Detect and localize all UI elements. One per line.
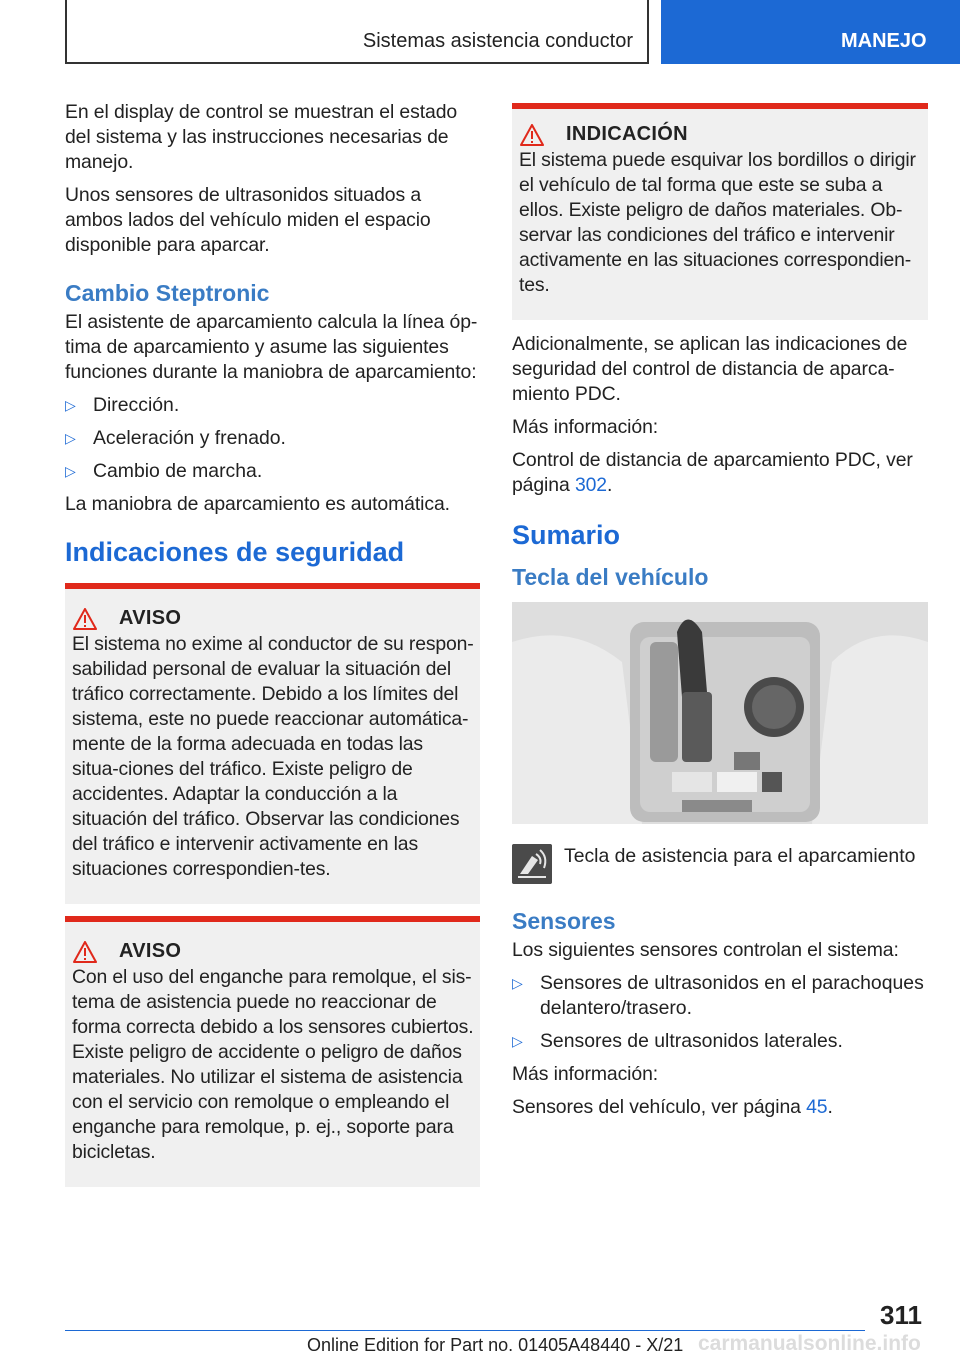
function-list <box>65 393 480 484</box>
caption-text: Tecla de asistencia para el aparcamiento <box>564 845 916 867</box>
paragraph-automatic: La maniobra de aparcamiento es automática. <box>65 493 450 515</box>
paragraph-display: En el display de control se muestran el estado del sistema y las instrucciones necesarias de manejo. <box>65 101 458 173</box>
paragraph-sensors: Unos sensores de ultrasonidos situados a ambos lados del vehículo miden el espacio disponible para aparcar. <box>65 184 431 256</box>
list-item: ▷ Sensores de ultrasonidos laterales. <box>512 1030 843 1052</box>
left-column <box>65 100 480 1199</box>
footer-watermark: carmanualsonline.info <box>698 1332 921 1355</box>
page-number: 311 <box>880 1300 922 1330</box>
header-chapter-label: MANEJO <box>841 30 927 52</box>
triangle-bullet-icon: ▷ <box>65 397 76 413</box>
list-item: ▷ Sensores de ultrasonidos en el parachoques delantero/trasero. <box>512 972 924 1019</box>
triangle-bullet-icon: ▷ <box>65 430 76 446</box>
warning-triangle-icon <box>520 124 544 146</box>
page-link-45[interactable]: 45 <box>806 1096 828 1118</box>
triangle-bullet-icon: ▷ <box>65 463 76 479</box>
paragraph-pdc: Adicionalmente, se aplican las indicaciones de seguridad del control de distancia de aparca-miento PDC. <box>512 333 908 405</box>
note-title: INDICACIÓN <box>566 123 688 145</box>
heading-safety: Indicaciones de seguridad <box>65 537 405 567</box>
warning-triangle-icon <box>73 608 97 630</box>
heading-sumario: Sumario <box>512 520 621 550</box>
note-box <box>512 103 928 320</box>
warning-text: Con el uso del enganche para remolque, el sis-tema de asistencia puede no reaccionar de forma correcta debido a los sensores cubiertos. Existe peligro de accidente o peligro de daños materiales. No utilizar el sistema de asistencia con el servicio con remolque o empleando el enganche para remolque, p. ej., soporte para bicicletas. <box>72 966 474 1163</box>
center-console-illustration <box>512 602 928 824</box>
parking-assistant-button-icon <box>512 844 552 884</box>
warning-triangle-icon <box>73 941 97 963</box>
warning-title: AVISO <box>119 940 182 962</box>
header-section-title: Sistemas asistencia conductor <box>362 30 633 52</box>
note-text: El sistema puede esquivar los bordillos o dirigir el vehículo de tal forma que este se suba a ellos. Existe peligro de daños materiales. Ob-servar las condiciones del tráfico e intervenir activamente en las situaciones correspondien-tes. <box>519 149 916 296</box>
heading-steptronic: Cambio Steptronic <box>65 280 270 306</box>
list-item: ▷ Aceleración y frenado. <box>65 427 286 449</box>
center-console-photo <box>512 602 928 824</box>
warning-box <box>65 916 480 1187</box>
sensors-reference: Sensores del vehículo, ver página 45. <box>512 1096 833 1118</box>
triangle-bullet-icon: ▷ <box>512 975 523 991</box>
more-info-label: Más información: <box>512 416 659 438</box>
paragraph-steptronic: El asistente de aparcamiento calcula la línea óp-tima de aparcamiento y asume las siguientes funciones durante la maniobra de aparcamiento: <box>65 311 478 383</box>
list-item: ▷ Dirección. <box>65 394 180 416</box>
paragraph-sensores: Los siguientes sensores controlan el sistema: <box>512 939 899 961</box>
more-info-label: Más información: <box>512 1063 659 1085</box>
header-section-box <box>65 0 649 64</box>
button-caption <box>512 844 928 884</box>
footer-divider <box>65 1330 865 1331</box>
page-link-302[interactable]: 302 <box>574 474 607 496</box>
warning-box <box>65 583 480 904</box>
heading-sensores: Sensores <box>512 908 616 934</box>
heading-tecla: Tecla del vehículo <box>512 564 709 590</box>
list-item: ▷ Cambio de marcha. <box>65 460 263 482</box>
pdc-reference: Control de distancia de aparcamiento PDC, ver página 302. <box>512 449 913 496</box>
sensor-list <box>512 971 928 1054</box>
warning-text: El sistema no exime al conductor de su respon-sabilidad personal de evaluar la situación del tráfico correctamente. Debido a los límites del sistema, este no puede reaccionar automática-mente de la forma adecuada en todas las situa-ciones del tráfico. Existe peligro de accidentes. Adaptar la conducción a la situación del tráfico. Observar las condiciones del tráfico e intervenir activamente en las situaciones correspondien-tes. <box>72 633 474 880</box>
header-chapter-tab <box>661 0 960 64</box>
right-column <box>512 103 928 1128</box>
triangle-bullet-icon: ▷ <box>512 1033 523 1049</box>
footer-edition: Online Edition for Part no. 01405A48440 - X/21 <box>307 1335 684 1355</box>
warning-title: AVISO <box>119 607 182 629</box>
